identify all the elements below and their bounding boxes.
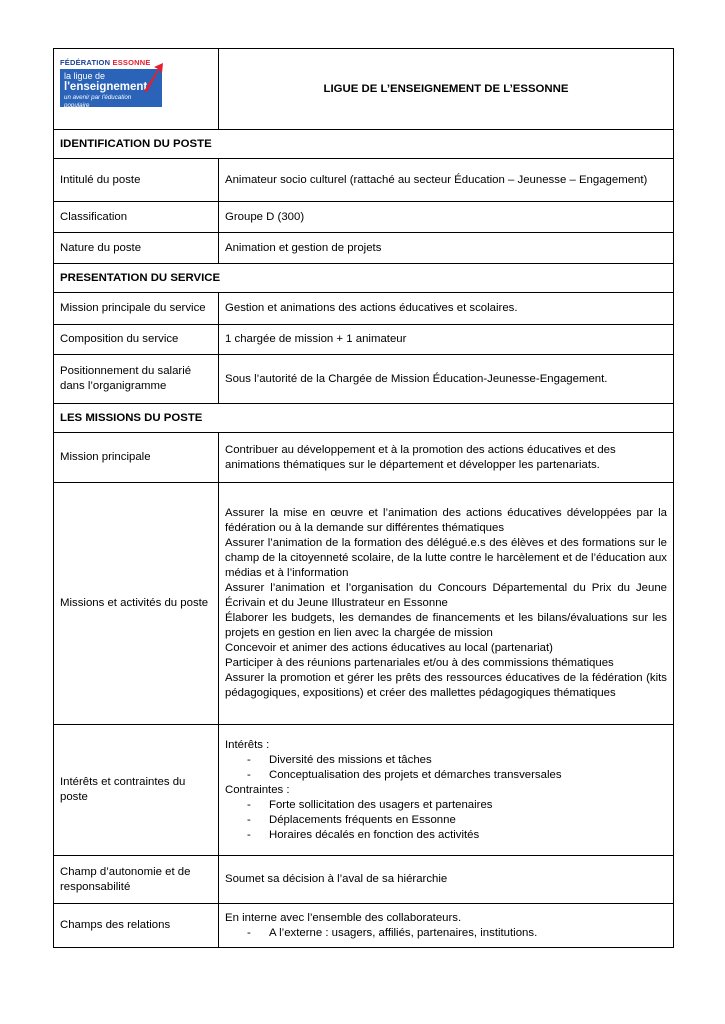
interets-list xyxy=(225,753,667,783)
row-value-intitule: Animateur socio culturel (rattaché au secteur Éducation – Jeunesse – Engagement) xyxy=(219,159,674,202)
row-label-mission-service: Mission principale du service xyxy=(54,293,219,325)
document-title: LIGUE DE L’ENSEIGNEMENT DE L’ESSONNE xyxy=(219,49,674,130)
contraintes-list xyxy=(225,798,667,843)
row-label-composition: Composition du service xyxy=(54,325,219,355)
row-label-classification: Classification xyxy=(54,202,219,233)
mission-item: Concevoir et animer des actions éducatives au local (partenariat) xyxy=(225,642,553,654)
row-value-composition: 1 chargée de mission + 1 animateur xyxy=(219,325,674,355)
row-label-missions-activites: Missions et activités du poste xyxy=(54,483,219,725)
row-label-positionnement: Positionnement du salarié dans l’organigramme xyxy=(54,355,219,404)
contraintes-title: Contraintes : xyxy=(225,783,290,796)
mission-item: Élaborer les budgets, les demandes de financements et les bilans/évaluations sur les projets en gestion en lien avec la chargée de mission xyxy=(225,612,667,639)
list-item: - A l’externe : usagers, affiliés, partenaires, institutions. xyxy=(247,926,667,941)
mission-item: Assurer la promotion et gérer les prêts des ressources éducatives de la fédération (kits pédagogiques, expositions) et créer des mallettes pédagogiques thématiques xyxy=(225,672,667,699)
list-item: - Horaires décalés en fonction des activités xyxy=(247,828,667,843)
mission-item: Assurer la mise en œuvre et l’animation des actions éducatives développées par la fédération ou à la demande sur différentes thématiques xyxy=(225,507,667,534)
row-value-autonomie: Soumet sa décision à l’aval de sa hiérarchie xyxy=(219,856,674,904)
relations-interne: En interne avec l’ensemble des collaborateurs. xyxy=(225,911,462,924)
logo-la-ligue: la ligue de xyxy=(64,71,106,81)
logo-dept: ESSONNE xyxy=(112,58,151,67)
row-label-autonomie: Champ d’autonomie et de responsabilité xyxy=(54,856,219,904)
mission-item: Participer à des réunions partenariales et/ou à des commissions thématiques xyxy=(225,657,614,669)
section-presentation: PRESENTATION DU SERVICE xyxy=(54,264,674,293)
list-item: - Diversité des missions et tâches xyxy=(247,753,667,768)
row-label-nature: Nature du poste xyxy=(54,233,219,264)
red-arrow-icon xyxy=(142,63,164,93)
job-description-table xyxy=(53,48,674,948)
row-value-mission-service: Gestion et animations des actions éducatives et scolaires. xyxy=(219,293,674,325)
row-value-mission-principale: Contribuer au développement et à la promotion des actions éducatives et des animations thématiques sur le département et développer les partenariats. xyxy=(219,433,674,483)
row-value-classification: Groupe D (300) xyxy=(219,202,674,233)
row-label-mission-principale: Mission principale xyxy=(54,433,219,483)
interets-title: Intérêts : xyxy=(225,738,270,751)
row-label-relations: Champs des relations xyxy=(54,904,219,948)
ligue-logo xyxy=(60,58,172,120)
row-value-positionnement: Sous l’autorité de la Chargée de Mission Éducation-Jeunesse-Engagement. xyxy=(219,355,674,404)
mission-item: Assurer l’animation de la formation des délégué.e.s des élèves et des formations sur le champ de la citoyenneté scolaire, de la lutte contre le harcèlement et de l’éducation aux médias et à l’information xyxy=(225,537,667,579)
row-value-nature: Animation et gestion de projets xyxy=(219,233,674,264)
row-value-interets xyxy=(219,725,674,856)
logo-federation: FÉDÉRATION xyxy=(60,58,111,67)
relations-externe-list xyxy=(225,926,667,941)
logo-tagline: un avenir par l'éducation populaire xyxy=(64,94,132,109)
list-item: - Forte sollicitation des usagers et partenaires xyxy=(247,798,667,813)
row-value-missions-activites xyxy=(219,483,674,725)
row-label-intitule: Intitulé du poste xyxy=(54,159,219,202)
logo-cell xyxy=(54,49,219,130)
section-identification: IDENTIFICATION DU POSTE xyxy=(54,130,674,159)
logo-enseignement: l'enseignement xyxy=(64,81,148,93)
list-item: - Conceptualisation des projets et démarches transversales xyxy=(247,768,667,783)
list-item: - Déplacements fréquents en Essonne xyxy=(247,813,667,828)
job-description-document xyxy=(53,48,674,948)
row-value-relations xyxy=(219,904,674,948)
row-label-interets: Intérêts et contraintes du poste xyxy=(54,725,219,856)
mission-item: Assurer l’animation et l’organisation du Concours Départemental du Prix du Jeune Écrivain et du Jeune Illustrateur en Essonne xyxy=(225,582,667,609)
section-missions: LES MISSIONS DU POSTE xyxy=(54,404,674,433)
